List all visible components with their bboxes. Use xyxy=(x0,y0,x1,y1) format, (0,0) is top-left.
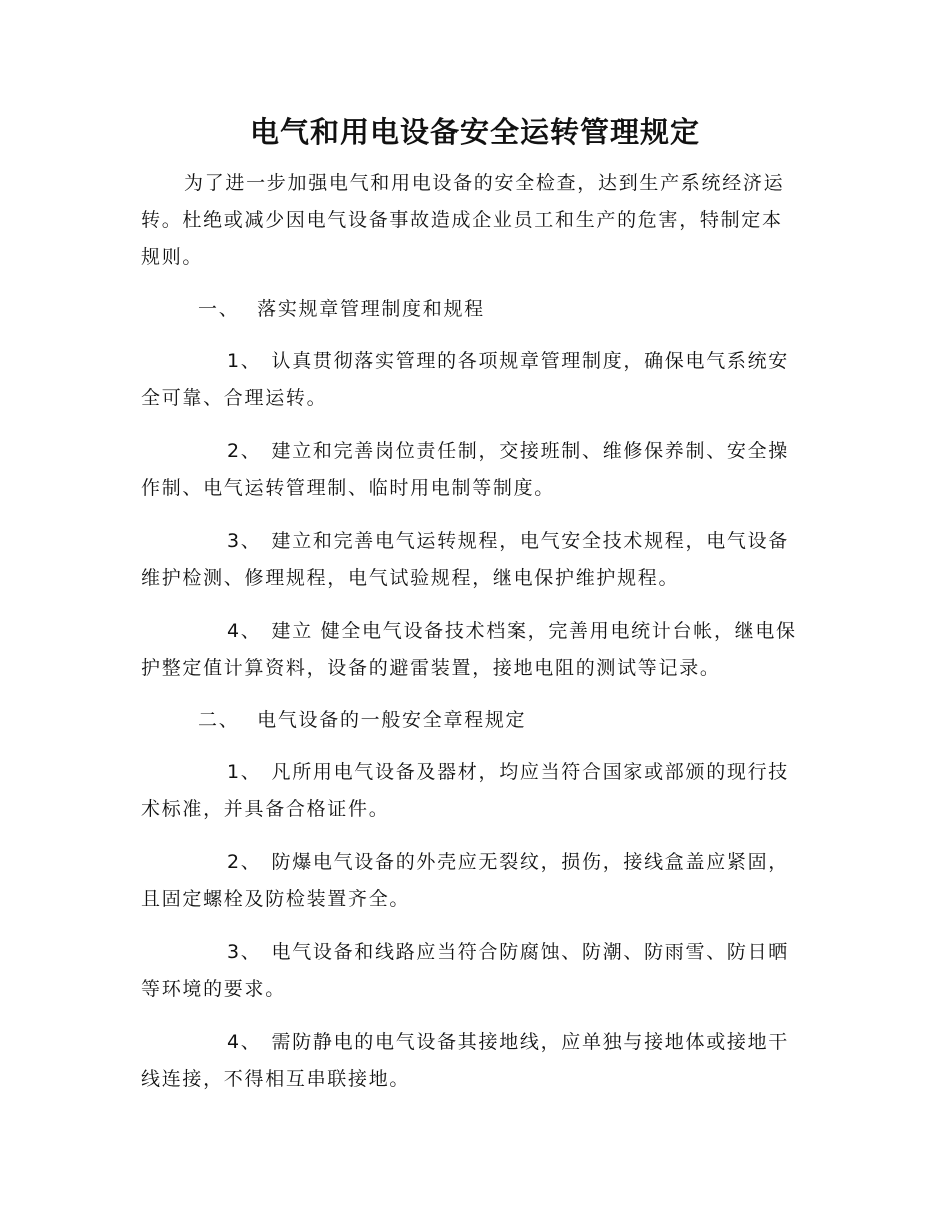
item-number: 1、 xyxy=(227,350,262,372)
item-text: 凡所用电气设备及器材，均应当符合国家或部颁的现行技术标准，并具备合格证件。 xyxy=(141,761,790,820)
item-number: 1、 xyxy=(227,761,262,783)
intro-paragraph: 为了进一步加强电气和用电设备的安全检查，达到生产系统经济运转。杜绝或减少因电气设备事故造成企业员工和生产的危害，特制定本规则。 xyxy=(141,172,785,268)
item-text: 建立和完善岗位责任制，交接班制、维修保养制、安全操作制、电气运转管理制、临时用电制等制度。 xyxy=(141,440,790,499)
list-item xyxy=(141,934,803,1008)
list-item xyxy=(141,343,803,417)
item-number: 4、 xyxy=(227,1031,262,1053)
item-text: 建立和完善电气运转规程，电气安全技术规程，电气设备维护检测、修理规程，电气试验规程，继电保护维护规程。 xyxy=(141,530,790,589)
item-number: 2、 xyxy=(227,851,262,873)
section-heading-2 xyxy=(198,702,526,739)
item-text: 需防静电的电气设备其接地线，应单独与接地体或接地干线连接，不得相互串联接地。 xyxy=(141,1031,790,1090)
item-text: 防爆电气设备的外壳应无裂纹，损伤，接线盒盖应紧固，且固定螺栓及防检装置齐全。 xyxy=(141,851,790,910)
document-title: 电气和用电设备安全运转管理规定 xyxy=(249,115,700,149)
section-heading-text: 电气设备的一般安全章程规定 xyxy=(257,709,527,731)
item-number: 3、 xyxy=(227,941,262,963)
item-number: 4、 xyxy=(227,620,262,642)
section-heading-1 xyxy=(198,291,485,328)
list-item xyxy=(141,433,803,507)
item-text: 建立 健全电气设备技术档案，完善用电统计台帐，继电保护整定值计算资料，设备的避雷装置，接地电阻的测试等记录。 xyxy=(141,620,797,679)
section-number: 二、 xyxy=(198,709,240,731)
list-item xyxy=(141,523,803,597)
item-text: 认真贯彻落实管理的各项规章管理制度，确保电气系统安全可靠、合理运转。 xyxy=(141,350,790,409)
item-text: 电气设备和线路应当符合防腐蚀、防潮、防雨雪、防日晒等环境的要求。 xyxy=(141,941,790,1000)
list-item xyxy=(141,1024,803,1098)
list-item xyxy=(141,754,803,828)
list-item xyxy=(141,613,803,687)
section-number: 一、 xyxy=(198,298,240,320)
section-heading-text: 落实规章管理制度和规程 xyxy=(257,298,485,320)
list-item xyxy=(141,844,803,918)
item-number: 3、 xyxy=(227,530,262,552)
item-number: 2、 xyxy=(227,440,262,462)
